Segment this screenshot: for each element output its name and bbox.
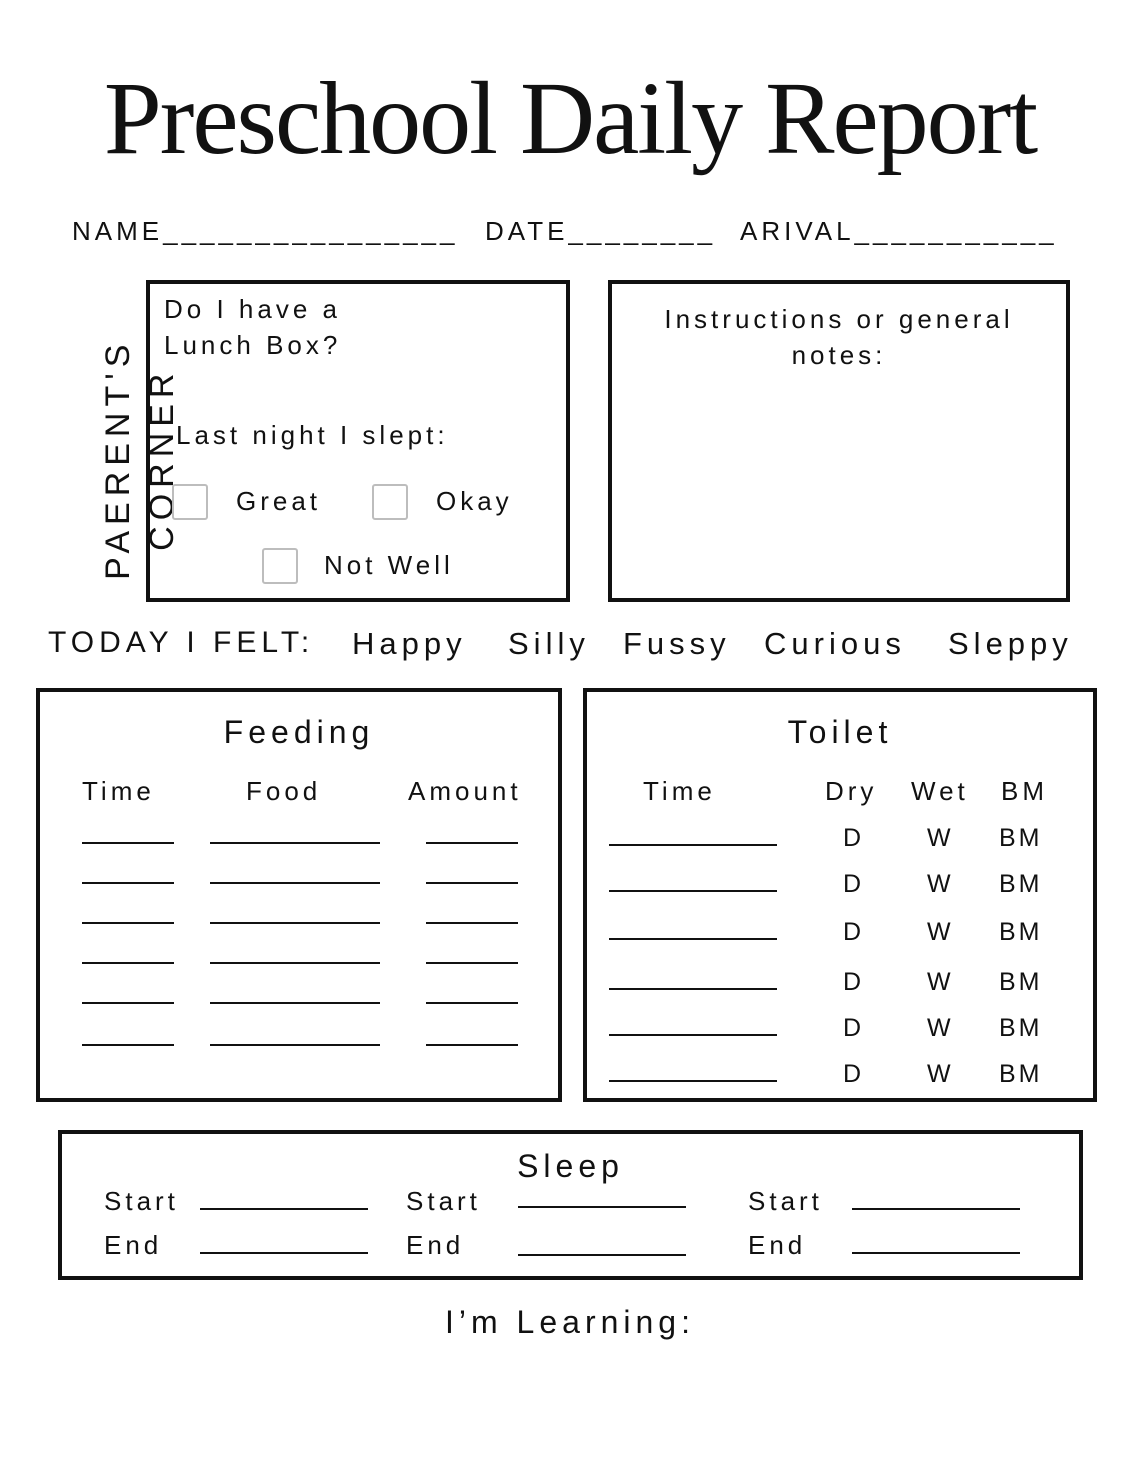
- toilet-col-bm: BM: [1001, 776, 1048, 806]
- feeding-blank-line[interactable]: [210, 962, 380, 964]
- toilet-wet-option[interactable]: W: [927, 968, 954, 996]
- toilet-wet-option[interactable]: W: [927, 1014, 954, 1042]
- feeding-blank-line[interactable]: [426, 1044, 518, 1046]
- toilet-bm-option[interactable]: BM: [999, 918, 1043, 946]
- toilet-bm-option[interactable]: BM: [999, 870, 1043, 898]
- toilet-wet-option[interactable]: W: [927, 918, 954, 946]
- feeding-blank-line[interactable]: [210, 842, 380, 844]
- checkbox-okay[interactable]: [372, 484, 408, 520]
- sleep-start-line-2[interactable]: [518, 1206, 686, 1208]
- mood-label: TODAY I FELT:: [48, 626, 315, 659]
- feeding-blank-line[interactable]: [82, 962, 174, 964]
- slept-label: Last night I slept:: [176, 420, 449, 450]
- feeding-blank-line[interactable]: [210, 882, 380, 884]
- feeding-blank-line[interactable]: [82, 842, 174, 844]
- feeding-blank-line[interactable]: [426, 962, 518, 964]
- checkbox-not-well[interactable]: [262, 548, 298, 584]
- toilet-time-line[interactable]: [609, 1080, 777, 1082]
- toilet-col-wet: Wet: [911, 776, 969, 806]
- sleep-start-label-1: Start: [104, 1186, 179, 1216]
- sleep-start-label-3: Start: [748, 1186, 823, 1216]
- feeding-blank-line[interactable]: [210, 1044, 380, 1046]
- feeding-blank-line[interactable]: [426, 842, 518, 844]
- feeding-title: Feeding: [223, 714, 375, 750]
- checkbox-great[interactable]: [172, 484, 208, 520]
- feeding-col-food: Food: [246, 776, 322, 806]
- name-field[interactable]: NAME________________: [72, 216, 459, 246]
- sleep-start-line-1[interactable]: [200, 1208, 368, 1210]
- feeding-blank-line[interactable]: [82, 1002, 174, 1004]
- feeding-blank-line[interactable]: [426, 882, 518, 884]
- sleep-end-label-2: End: [406, 1230, 465, 1260]
- sleep-end-label-1: End: [104, 1230, 163, 1260]
- toilet-dry-option[interactable]: D: [843, 1060, 865, 1088]
- toilet-bm-option[interactable]: BM: [999, 824, 1043, 852]
- feeding-blank-line[interactable]: [426, 1002, 518, 1004]
- mood-curious[interactable]: Curious: [764, 626, 906, 661]
- sleep-box: [58, 1130, 1083, 1280]
- notes-label-line2: notes:: [791, 340, 887, 370]
- lunch-box-question-line1: Do I have a: [164, 294, 341, 324]
- mood-happy[interactable]: Happy: [352, 626, 467, 661]
- toilet-wet-option[interactable]: W: [927, 1060, 954, 1088]
- learning-label: I’m Learning:: [445, 1304, 695, 1340]
- sleep-end-line-2[interactable]: [518, 1254, 686, 1256]
- option-okay: Okay: [436, 486, 513, 516]
- toilet-wet-option[interactable]: W: [927, 870, 954, 898]
- mood-fussy[interactable]: Fussy: [623, 626, 731, 661]
- parents-corner-line1: PAERENT'S: [98, 338, 137, 580]
- sleep-start-line-3[interactable]: [852, 1208, 1020, 1210]
- toilet-time-line[interactable]: [609, 890, 777, 892]
- feeding-col-amount: Amount: [408, 776, 522, 806]
- toilet-box: [583, 688, 1097, 1102]
- feeding-blank-line[interactable]: [82, 922, 174, 924]
- toilet-dry-option[interactable]: D: [843, 1014, 865, 1042]
- toilet-col-time: Time: [643, 776, 716, 806]
- sleep-end-label-3: End: [748, 1230, 807, 1260]
- toilet-time-line[interactable]: [609, 988, 777, 990]
- toilet-dry-option[interactable]: D: [843, 870, 865, 898]
- notes-label-line1: Instructions or general: [664, 304, 1014, 334]
- date-field[interactable]: DATE________: [485, 216, 717, 246]
- toilet-dry-option[interactable]: D: [843, 824, 865, 852]
- feeding-blank-line[interactable]: [426, 922, 518, 924]
- sleep-end-line-1[interactable]: [200, 1252, 368, 1254]
- page-title: Preschool Daily Report: [103, 61, 1037, 176]
- toilet-time-line[interactable]: [609, 1034, 777, 1036]
- toilet-dry-option[interactable]: D: [843, 918, 865, 946]
- toilet-bm-option[interactable]: BM: [999, 1060, 1043, 1088]
- feeding-blank-line[interactable]: [82, 882, 174, 884]
- feeding-blank-line[interactable]: [82, 1044, 174, 1046]
- toilet-bm-option[interactable]: BM: [999, 1014, 1043, 1042]
- toilet-bm-option[interactable]: BM: [999, 968, 1043, 996]
- sleep-title: Sleep: [517, 1148, 624, 1184]
- toilet-title: Toilet: [787, 714, 893, 750]
- arrival-field[interactable]: ARIVAL___________: [740, 216, 1058, 246]
- option-not-well: Not Well: [324, 550, 454, 580]
- toilet-col-dry: Dry: [825, 776, 878, 806]
- toilet-time-line[interactable]: [609, 844, 777, 846]
- toilet-time-line[interactable]: [609, 938, 777, 940]
- mood-silly[interactable]: Silly: [508, 626, 590, 661]
- feeding-blank-line[interactable]: [210, 922, 380, 924]
- sleep-start-label-2: Start: [406, 1186, 481, 1216]
- feeding-blank-line[interactable]: [210, 1002, 380, 1004]
- feeding-col-time: Time: [82, 776, 155, 806]
- parents-corner-box: [146, 280, 570, 602]
- mood-sleppy[interactable]: Sleppy: [948, 626, 1073, 661]
- option-great: Great: [236, 486, 322, 516]
- toilet-wet-option[interactable]: W: [927, 824, 954, 852]
- lunch-box-question-line2: Lunch Box?: [164, 330, 342, 360]
- sleep-end-line-3[interactable]: [852, 1252, 1020, 1254]
- parents-corner-line2: CORNER: [143, 367, 181, 551]
- notes-box[interactable]: [608, 280, 1070, 602]
- feeding-box: [36, 688, 562, 1102]
- toilet-dry-option[interactable]: D: [843, 968, 865, 996]
